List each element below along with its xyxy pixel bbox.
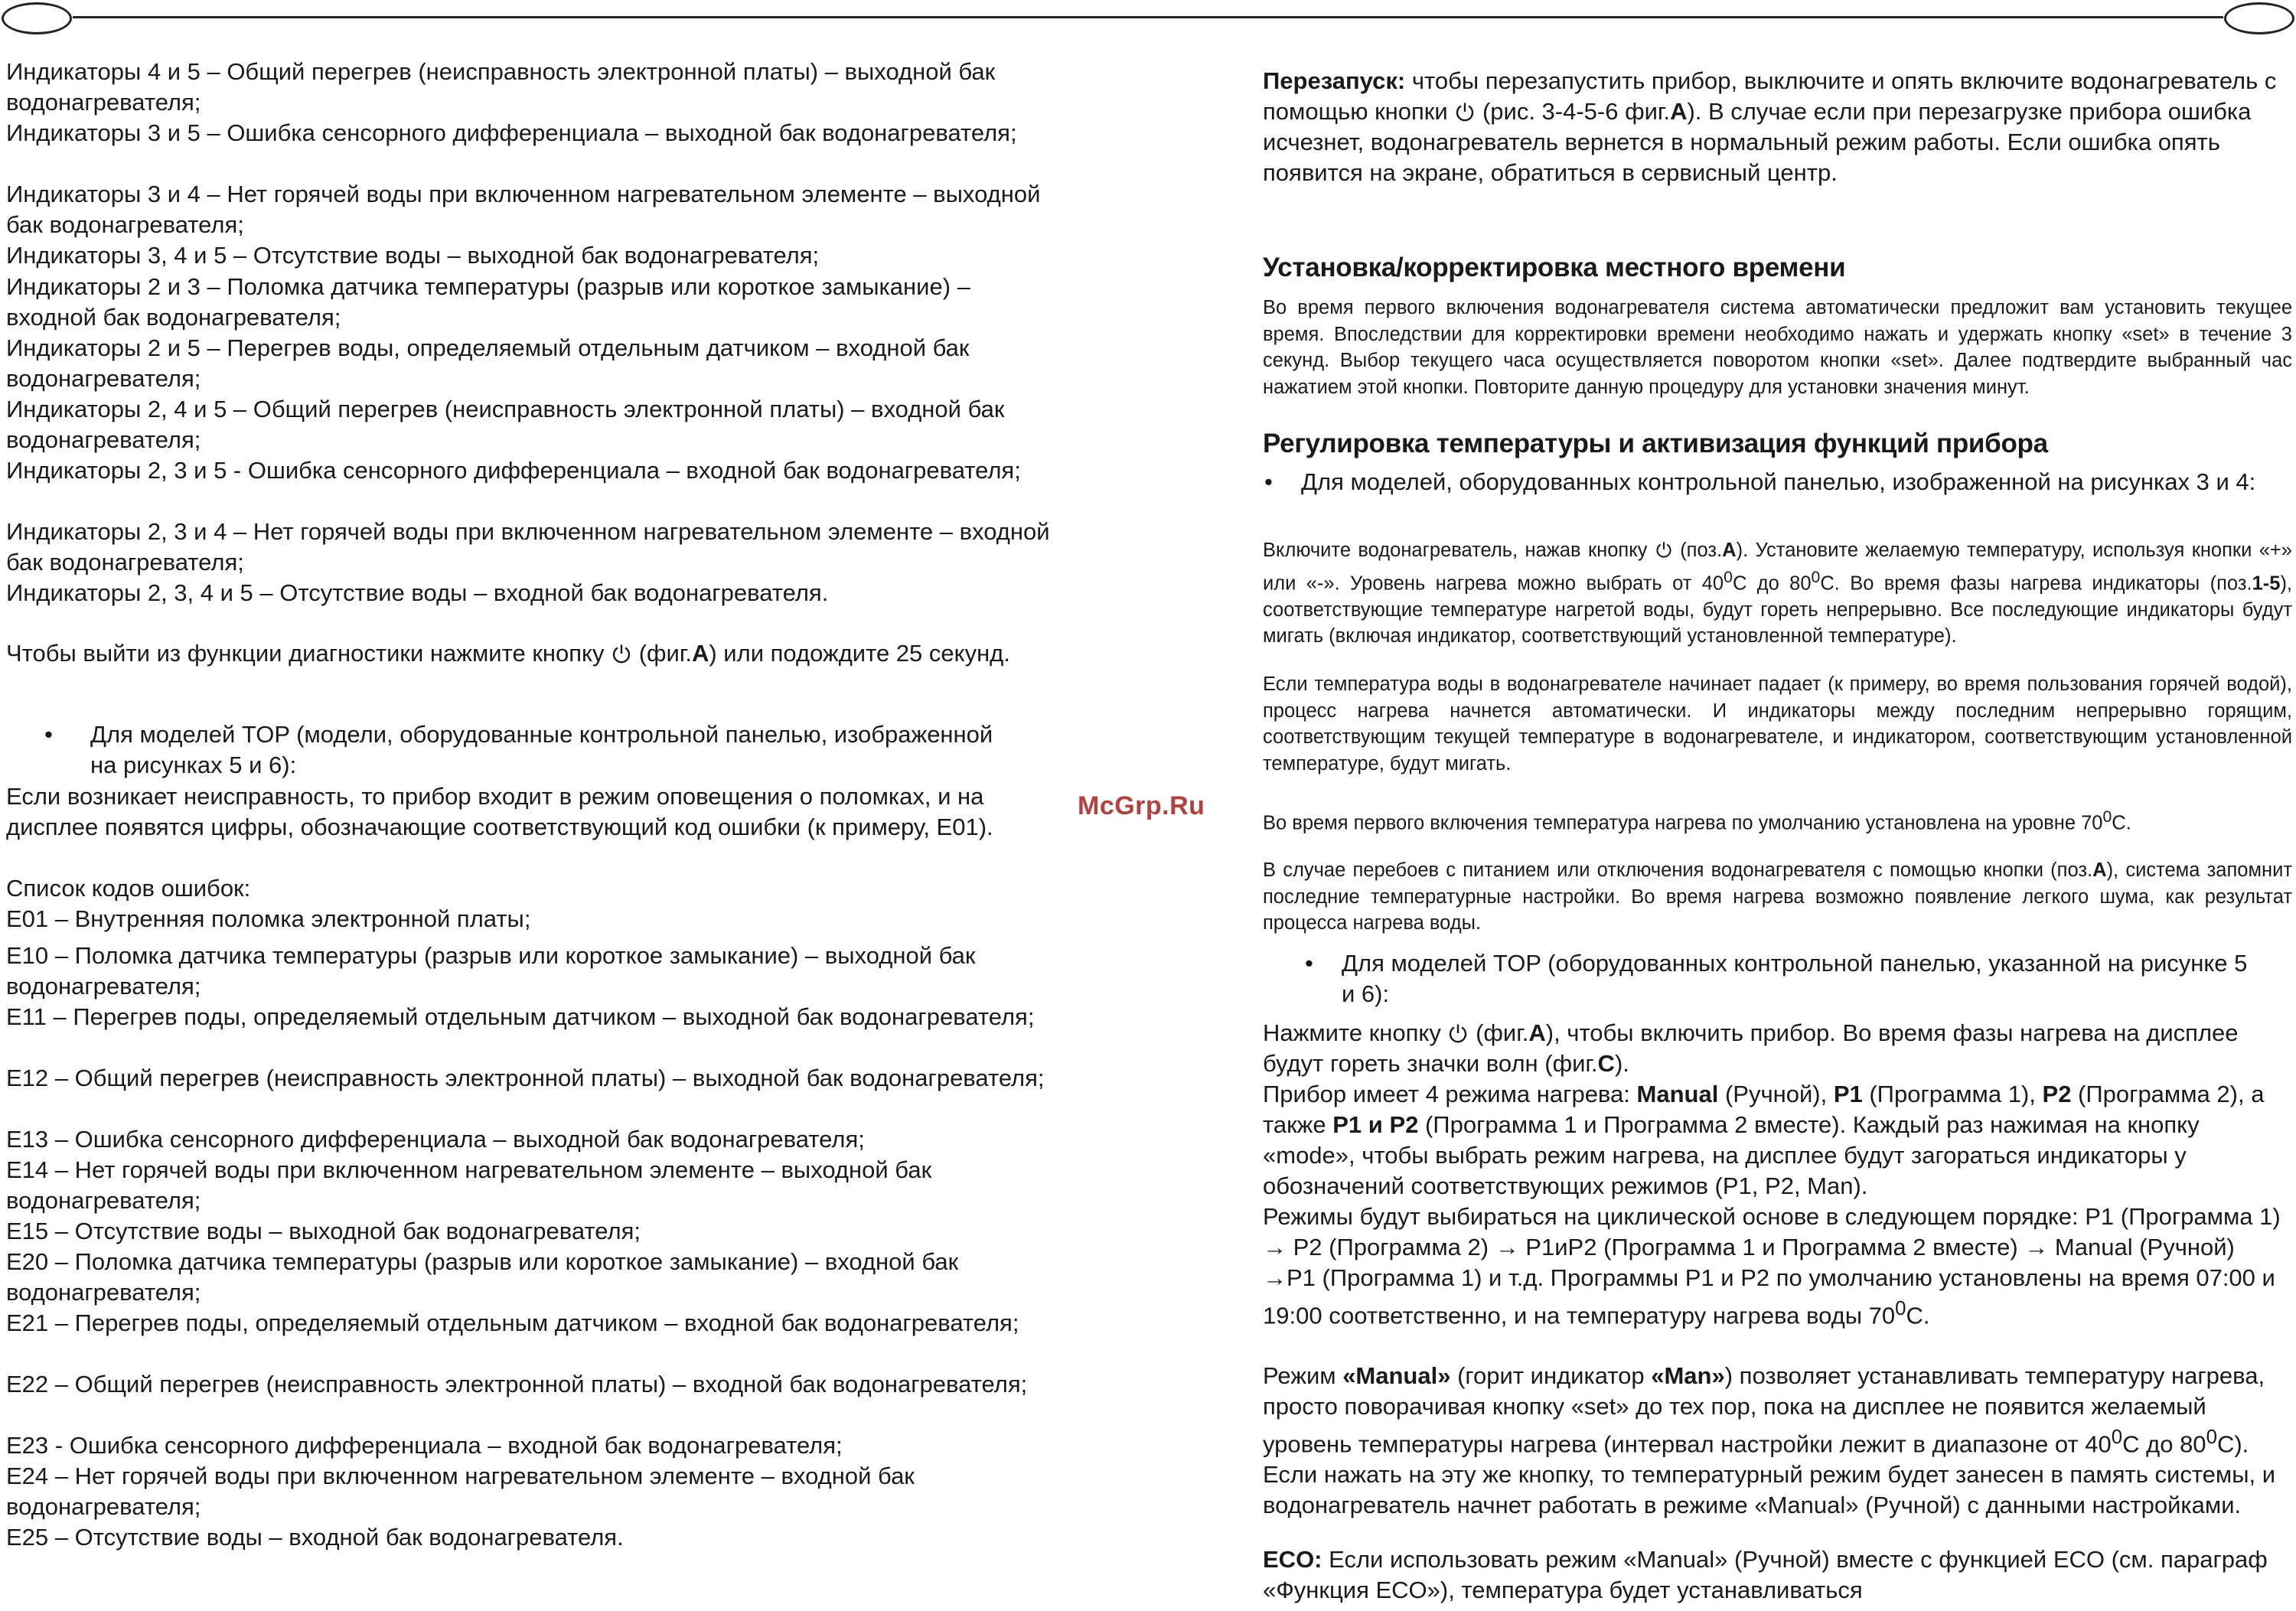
- indicator-item: Индикаторы 2 и 5 – Перегрев воды, определяемый отдельным датчиком – входной бак водонагревателя;: [6, 334, 970, 392]
- error-code-item: Е10 – Поломка датчика температуры (разрыв или короткое замыкание) – выходной бак водонагревателя;: [6, 942, 976, 1000]
- indicator-item: Индикаторы 3 и 5 – Ошибка сенсорного дифференциала – выходной бак водонагревателя;: [6, 119, 1017, 146]
- heading-local-time: Установка/корректировка местного времени: [1263, 253, 1846, 282]
- default-temperature-text: Во время первого включения температура нагрева по умолчанию установлена на уровне $70^0С$.: [1263, 807, 2131, 834]
- arrow-icon: →: [2024, 1234, 2049, 1260]
- error-code-item: Е20 – Поломка датчика температуры (разрыв или короткое замыкание) – входной бак водонагревателя;: [6, 1248, 959, 1306]
- indicator-item: Индикаторы 2, 4 и 5 – Общий перегрев (неисправность электронной платы) – входной бак водонагревателя;: [6, 396, 1005, 453]
- bullet-dot: •: [44, 721, 53, 748]
- malfunction-text: Если возникает неисправность, то прибор входит в режим оповещения о поломках, и на дисплее появятся цифры, обозначающие соответствующий код ошибки (к примеру, Е01).: [6, 783, 993, 840]
- heating-modes-text: Прибор имеет 4 режима нагрева: Manual (Ручной), P1 (Программа 1), P2 (Программа 2), а также P1 и P2 (Программа 1 и Программа 2 вместе). Каждый раз нажимая на кнопку «mode», чтобы выбрать режим нагрева, на дисплее будут загораться индикаторы у обозначений соответствующих режимов (P1, P2, Man).: [1263, 1081, 2265, 1199]
- top-rule: [73, 16, 2223, 18]
- mode-cycle-text: Режимы будут выбираться на циклической основе в следующем порядке: P1 (Программа 1) → P2 (Программа 2) → P1иP2 (Программа 1 и Программа 2 вместе) → Manual (Ручной) →P1 (Программа 1) и т.д. Программы P1 и P2 по умолчанию установлены на время 07:00 и 19:00 соответственно, и на температуру нагрева воды $70^0С$.: [1263, 1203, 2281, 1329]
- error-code-item: Е15 – Отсутствие воды – выходной бак водонагревателя;: [6, 1218, 641, 1244]
- watermark: McGrp.Ru: [1078, 791, 1205, 820]
- error-code-item: Е13 – Ошибка сенсорного дифференциала – выходной бак водонагревателя;: [6, 1126, 865, 1153]
- arrow-icon: →: [1263, 1264, 1287, 1291]
- bullet-dot: •: [1264, 468, 1273, 495]
- error-code-item: Е22 – Общий перегрев (неисправность электронной платы) – входной бак водонагревателя;: [6, 1371, 1028, 1397]
- codes-title: Список кодов ошибок:: [6, 875, 251, 902]
- power-icon: [611, 643, 632, 664]
- error-code-item: Е11 – Перегрев поды, определяемый отдельным датчиком – выходной бак водонагревателя;: [6, 1003, 1035, 1030]
- power-icon: [1454, 101, 1476, 122]
- diagnostics-exit-text: Чтобы выйти из функции диагностики нажмите кнопку (фиг.А) или подождите 25 секунд.: [6, 640, 1010, 667]
- temperature-set-text: Включите водонагреватель, нажав кнопку (поз.А). Установите желаемую температуру, используя кнопки «+» или «-». Уровень нагрева можно выбрать от $40^0С$ до $80^0С$. Во время фазы нагрева индикаторы (поз.1-5), соответствующие температуре нагретой воды, будут гореть непрерывно. Все последующие индикаторы будут мигать (включая индикатор, соответствующий установленной температуре).: [1263, 540, 2293, 647]
- error-code-item: Е25 – Отсутствие воды – входной бак водонагревателя.: [6, 1524, 624, 1551]
- error-code-item: Е14 – Нет горячей воды при включенном нагревательном элементе – выходной бак водонагревателя;: [6, 1156, 932, 1214]
- page-corner-oval-left: [2, 2, 72, 34]
- power-on-text: Нажмите кнопку (фиг.А), чтобы включить прибор. Во время фазы нагрева на дисплее будут гореть значки волн (фиг.С).: [1263, 1019, 2239, 1077]
- indicator-item: Индикаторы 2 и 3 – Поломка датчика температуры (разрыв или короткое замыкание) – входной бак водонагревателя;: [6, 273, 970, 331]
- error-code-item: Е12 – Общий перегрев (неисправность электронной платы) – выходной бак водонагревателя;: [6, 1065, 1045, 1091]
- indicator-item: Индикаторы 2, 3 и 4 – Нет горячей воды при включенном нагревательном элементе – входной бак водонагревателя;: [6, 518, 1050, 576]
- indicator-item: Индикаторы 3, 4 и 5 – Отсутствие воды – выходной бак водонагревателя;: [6, 242, 820, 269]
- bullet-dot: •: [1305, 950, 1313, 977]
- indicator-item: Индикаторы 3 и 4 – Нет горячей воды при включенном нагревательном элементе – выходной бак водонагревателя;: [6, 181, 1041, 238]
- indicator-item: Индикаторы 2, 3 и 5 - Ошибка сенсорного дифференциала – входной бак водонагревателя;: [6, 457, 1021, 484]
- power-failure-text: В случае перебоев с питанием или отключения водонагревателя с помощью кнопки (поз.А), система запомнит последние температурные настройки. Во время нагрева возможно появление легкого шума, как результат процесса нагрева воды.: [1263, 859, 2292, 934]
- eco-text: ECO: Если использовать режим «Manual» (Ручной) вместе с функцией ECO (см. параграф «Функция ECO»), температура будет устанавливаться: [1263, 1546, 2268, 1603]
- indicator-item: Индикаторы 4 и 5 – Общий перегрев (неисправность электронной платы) – выходной бак водонагревателя;: [6, 58, 996, 116]
- heading-temperature: Регулировка температуры и активизация функций прибора: [1263, 429, 2048, 458]
- error-code-item: Е21 – Перегрев поды, определяемый отдельным датчиком – входной бак водонагревателя;: [6, 1309, 1019, 1336]
- restart-text: Перезапуск: чтобы перезапустить прибор, выключите и опять включите водонагреватель с помощью кнопки (рис. 3-4-5-6 фиг.А). В случае если при перезагрузке прибора ошибка исчезнет, водонагреватель вернется в нормальный режим работы. Если ошибка опять появится на экране, обратиться в сервисный центр.: [1263, 67, 2277, 186]
- indicator-item: Индикаторы 2, 3, 4 и 5 – Отсутствие воды – входной бак водонагревателя.: [6, 579, 829, 606]
- page-corner-oval-right: [2224, 2, 2294, 34]
- error-code-item: Е01 – Внутренняя поломка электронной платы;: [6, 905, 531, 932]
- arrow-icon: →: [1263, 1234, 1287, 1260]
- error-code-item: Е24 – Нет горячей воды при включенном нагревательном элементе – входной бак водонагревателя;: [6, 1463, 915, 1520]
- error-code-item: Е23 - Ошибка сенсорного дифференциала – входной бак водонагревателя;: [6, 1432, 843, 1459]
- manual-mode-text: Режим «Manual» (горит индикатор «Man») позволяет устанавливать температуру нагрева, просто поворачивая кнопку «set» до тех пор, пока на дисплее не появится желаемый уровень температуры нагрева (интервал настройки лежит в диапазоне от $40^0С$ до $80^0С$). Если нажать на эту же кнопку, то температурный режим будет занесен в память системы, и водонагреватель начнет работать в режиме «Manual» (Ручной) с данными настройками.: [1263, 1362, 2276, 1519]
- arrow-icon: →: [1495, 1234, 1519, 1260]
- power-icon: [1655, 540, 1673, 559]
- temperature-drop-text: Если температура воды в водонагревателе начинает падает (к примеру, во время пользования горячей водой), процесс нагрева начнется автоматически. И индикаторы между последним непрерывно горящим, соответствующим текущей температуре в водонагревателе, и индикатором, соответствующим установленной температуре, будут мигать.: [1263, 673, 2292, 775]
- power-icon: [1447, 1022, 1469, 1044]
- local-time-text: Во время первого включения водонагревателя система автоматически предложит вам установить текущее время. Впоследствии для корректировки времени необходимо нажать и удержать кнопку «set» в течение 3 секунд. Выбор текущего часа осуществляется поворотом кнопки «set». Далее подтвердите выбранный час нажатием этой кнопки. Повторите данную процедуру для установки значения минут.: [1263, 297, 2292, 398]
